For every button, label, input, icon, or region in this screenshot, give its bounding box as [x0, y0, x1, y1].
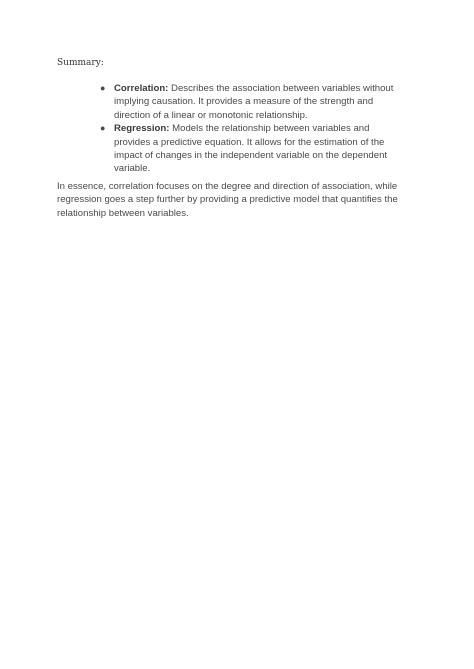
bullet-dot-icon: ●	[100, 123, 106, 134]
summary-heading: Summary:	[57, 58, 104, 68]
list-item-regression	[100, 122, 400, 176]
bullet-dot-icon: ●	[100, 83, 106, 93]
conclusion-paragraph: In essence, correlation focuses on the degree and direction of association, while regression goes a step further by providing a predictive model that quantifies the relationship between variables.	[57, 181, 398, 219]
bullet-text-regression: Models the relationship between variables and provides a predictive equation. It allows for the estimation of the impact of changes in the independent variable on the dependent variable.	[114, 123, 388, 175]
bullet-term-correlation: Correlation:	[114, 83, 169, 94]
list-item-correlation	[100, 82, 400, 122]
bullet-text-correlation: Describes the association between variables without implying causation. It provides a measure of the strength and direction of a linear or monotonic relationship.	[114, 83, 394, 121]
definition-list	[100, 82, 400, 176]
bullet-term-regression: Regression:	[114, 123, 170, 135]
